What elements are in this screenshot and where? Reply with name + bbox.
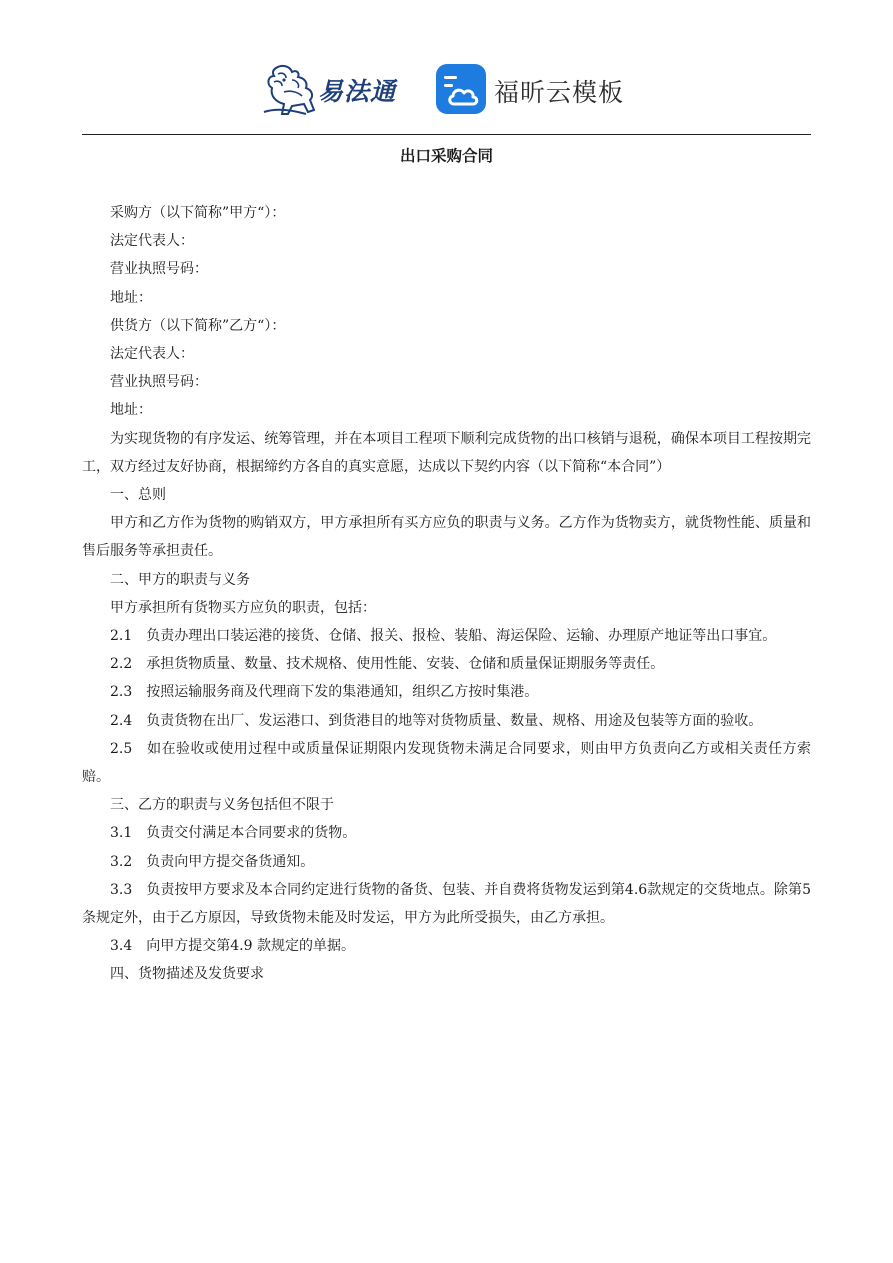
clause: 3.1 负责交付满足本合同要求的货物。	[110, 825, 357, 842]
document-title: 出口采购合同	[399, 147, 493, 165]
foxit-template-logo-text: 福昕云模板	[494, 78, 625, 107]
clause: 3.4 向甲方提交第4.9 款规定的单据。	[110, 938, 355, 955]
paragraph: 供货方（以下简称”乙方“）：	[110, 317, 286, 334]
paragraph: 为实现货物的有序发运、统筹管理，并在本项目工程项下顺利完成货物的出口核销与退税，确保本项目工程按期完工，双方经过友好协商，根据缔约方各自的真实意愿，达成以下契约内容（以下简称“本合同”）	[82, 430, 811, 475]
paragraph: 法定代表人：	[110, 346, 194, 363]
document-cloud-icon	[436, 64, 486, 114]
paragraph: 甲方和乙方作为货物的购销双方，甲方承担所有买方应负的职责与义务。乙方作为货物卖方，就货物性能、质量和售后服务等承担责任。	[82, 515, 811, 560]
header-divider	[82, 134, 811, 135]
clause: 2.4 负责货物在出厂、发运港口、到货港目的地等对货物质量、数量、规格、用途及包装等方面的验收。	[110, 712, 763, 729]
paragraph: 甲方承担所有货物买方应负的职责，包括：	[110, 599, 376, 616]
paragraph: 采购方（以下简称”甲方“）：	[110, 205, 286, 221]
clause: 2.1 负责办理出口装运港的接货、仓储、报关、报检、装船、海运保险、运输、办理原产地证等出口事宜。	[110, 628, 777, 645]
clause: 2.3 按照运输服务商及代理商下发的集港通知，组织乙方按时集港。	[110, 684, 539, 701]
section-heading: 一、总则	[110, 487, 166, 504]
yifatong-logo	[262, 62, 412, 118]
foxit-template-logo	[436, 64, 636, 118]
yifatong-logo-text: 易法通	[318, 77, 397, 106]
clause: 3.3 负责按甲方要求及本合同约定进行货物的备货、包装、并自费将货物发运到第4.6款规定的交货地点。除第5条规定外，由于乙方原因，导致货物未能及时发运，甲方为此所受损失，由乙方承担。	[82, 881, 811, 927]
paragraph: 地址：	[110, 402, 152, 419]
paragraph: 地址：	[110, 289, 152, 306]
paragraph: 营业执照号码：	[110, 261, 208, 278]
document-body	[82, 199, 811, 989]
clause: 2.5 如在验收或使用过程中或质量保证期限内发现货物未满足合同要求，则由甲方负责向乙方或相关责任方索赔。	[82, 740, 811, 786]
clause: 2.2 承担货物质量、数量、技术规格、使用性能、安装、仓储和质量保证期服务等责任。	[110, 656, 665, 673]
clause: 3.2 负责向甲方提交备货通知。	[110, 853, 315, 870]
section-heading: 四、货物描述及发货要求	[110, 966, 264, 983]
paragraph: 法定代表人：	[110, 233, 194, 250]
section-heading: 二、甲方的职责与义务	[110, 571, 250, 588]
section-heading: 三、乙方的职责与义务包括但不限于	[110, 797, 334, 814]
paragraph: 营业执照号码：	[110, 374, 208, 391]
lion-emblem-icon	[262, 62, 320, 118]
page-header	[0, 58, 893, 124]
